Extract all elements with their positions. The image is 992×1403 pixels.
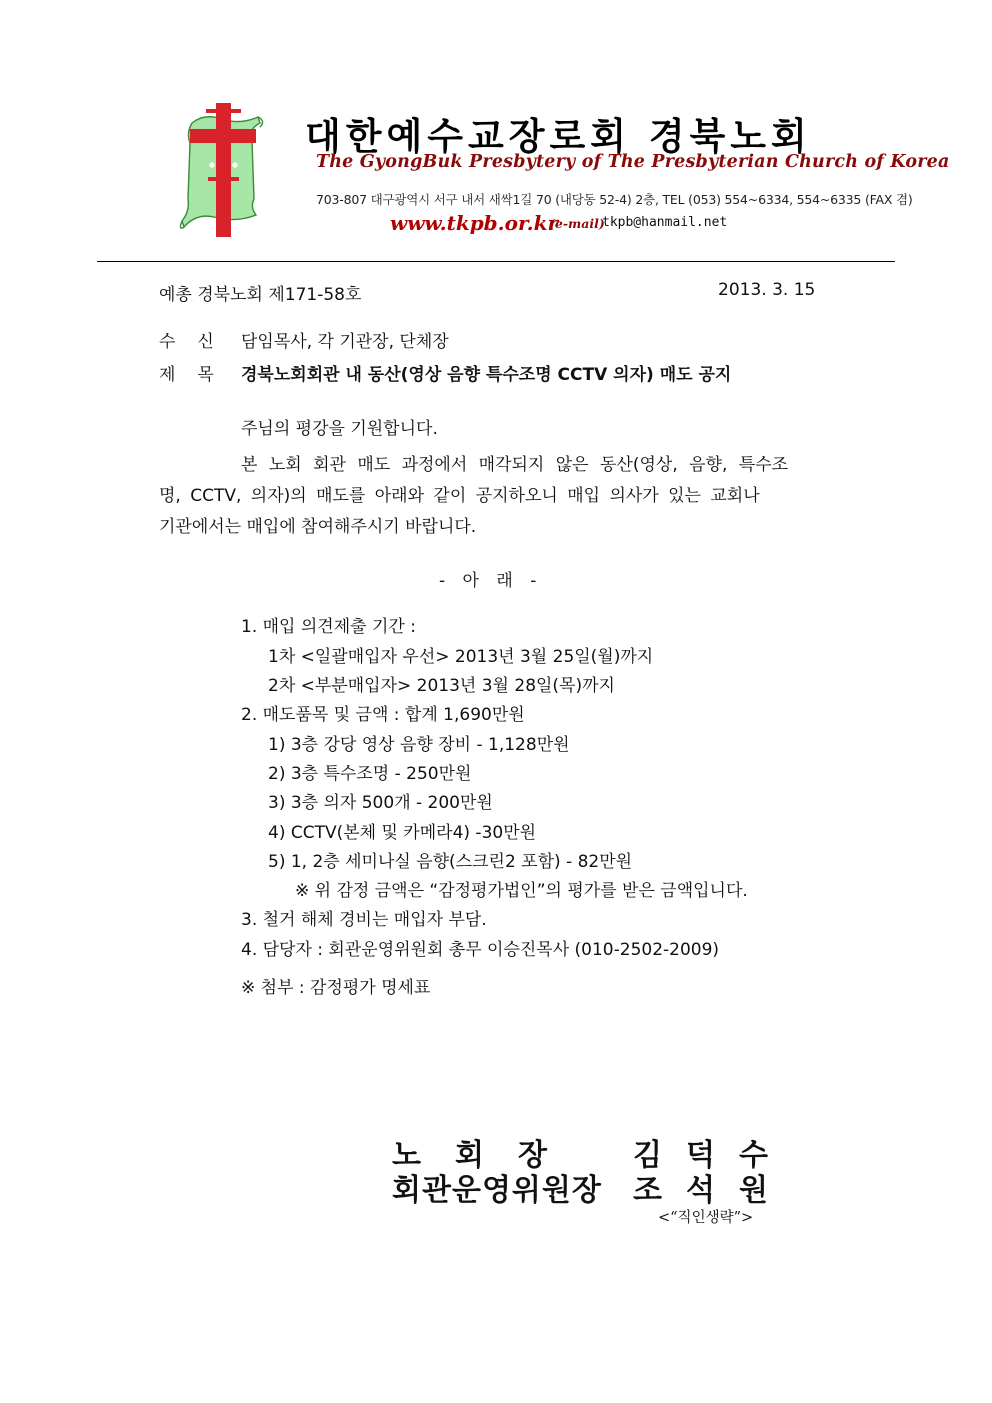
paragraph-line: 본 노회 회관 매도 과정에서 매각되지 않은 동산(영상, 음향, 특수조 (241, 455, 789, 475)
org-name: 대한예수교장로회 경북노회 (305, 114, 812, 158)
paragraph-line: 기관에서는 매입에 참여해주시기 바랍니다. (159, 517, 477, 537)
document-number: 예총 경북노회 제171-58호 (159, 285, 362, 305)
paragraph-line: 명, CCTV, 의자)의 매도를 아래와 같이 공지하오니 매입 의사가 있는 교회나 (159, 486, 760, 506)
org-address: 703-807 대구광역시 서구 내서 새싹1길 70 (내당동 52-4) 2층, TEL (053) 554~6334, 554~6335 (FAX 겸) (316, 192, 913, 207)
greeting-text: 주님의 평강을 기원합니다. (241, 419, 438, 439)
list-subitem: 2) 3층 특수조명 - 250만원 (268, 764, 472, 784)
list-subitem: 1차 <일괄매입자 우선> 2013년 3월 25일(월)까지 (268, 647, 654, 667)
header-divider (97, 261, 895, 262)
recipient-label: 수신 (159, 332, 236, 352)
signer-2-name: 조석원 (633, 1173, 792, 1208)
org-name-english: The GyongBuk Presbytery of The Presbyterian Church of Korea (316, 152, 950, 172)
list-subitem: 1) 3층 강당 영상 음향 장비 - 1,128만원 (268, 735, 570, 755)
attachment-note: ※ 첨부 : 감정평가 명세표 (241, 978, 431, 998)
document-date: 2013. 3. 15 (718, 280, 816, 300)
email-link[interactable]: tkpb@hanmail.net (602, 215, 728, 230)
list-subitem: 2차 <부분매입자> 2013년 3월 28일(목)까지 (268, 676, 615, 696)
list-item: 2. 매도품목 및 금액 : 합계 1,690만원 (241, 705, 525, 725)
seal-omitted-note: <“직인생략”> (658, 1210, 754, 1226)
subject-label: 제목 (159, 365, 236, 385)
signer-1-name: 김덕수 (633, 1138, 792, 1173)
email-label: (e-mail) (549, 216, 605, 231)
recipient-value: 담임목사, 각 기관장, 단체장 (241, 332, 449, 352)
cross-scroll-icon (178, 103, 266, 237)
list-subitem: 5) 1, 2층 세미나실 음향(스크린2 포함) - 82만원 (268, 852, 633, 872)
signer-2-title: 회관운영위원장 (392, 1173, 602, 1208)
signer-1-title: 노회장 (392, 1138, 581, 1173)
website-link[interactable]: www.tkpb.or.kr (390, 211, 559, 235)
section-title: - 아 래 - (439, 571, 543, 591)
list-subitem: 4) CCTV(본체 및 카메라4) -30만원 (268, 823, 537, 843)
subject-value: 경북노회회관 내 동산(영상 음향 특수조명 CCTV 의자) 매도 공지 (241, 365, 732, 385)
appraisal-note: ※ 위 감정 금액은 “감정평가법인”의 평가를 받은 금액입니다. (295, 881, 748, 901)
list-item: 3. 철거 해체 경비는 매입자 부담. (241, 910, 487, 930)
list-item: 4. 담당자 : 회관운영위원회 총무 이승진목사 (010-2502-2009) (241, 940, 720, 960)
list-subitem: 3) 3층 의자 500개 - 200만원 (268, 793, 493, 813)
list-item: 1. 매입 의견제출 기간 : (241, 617, 416, 637)
